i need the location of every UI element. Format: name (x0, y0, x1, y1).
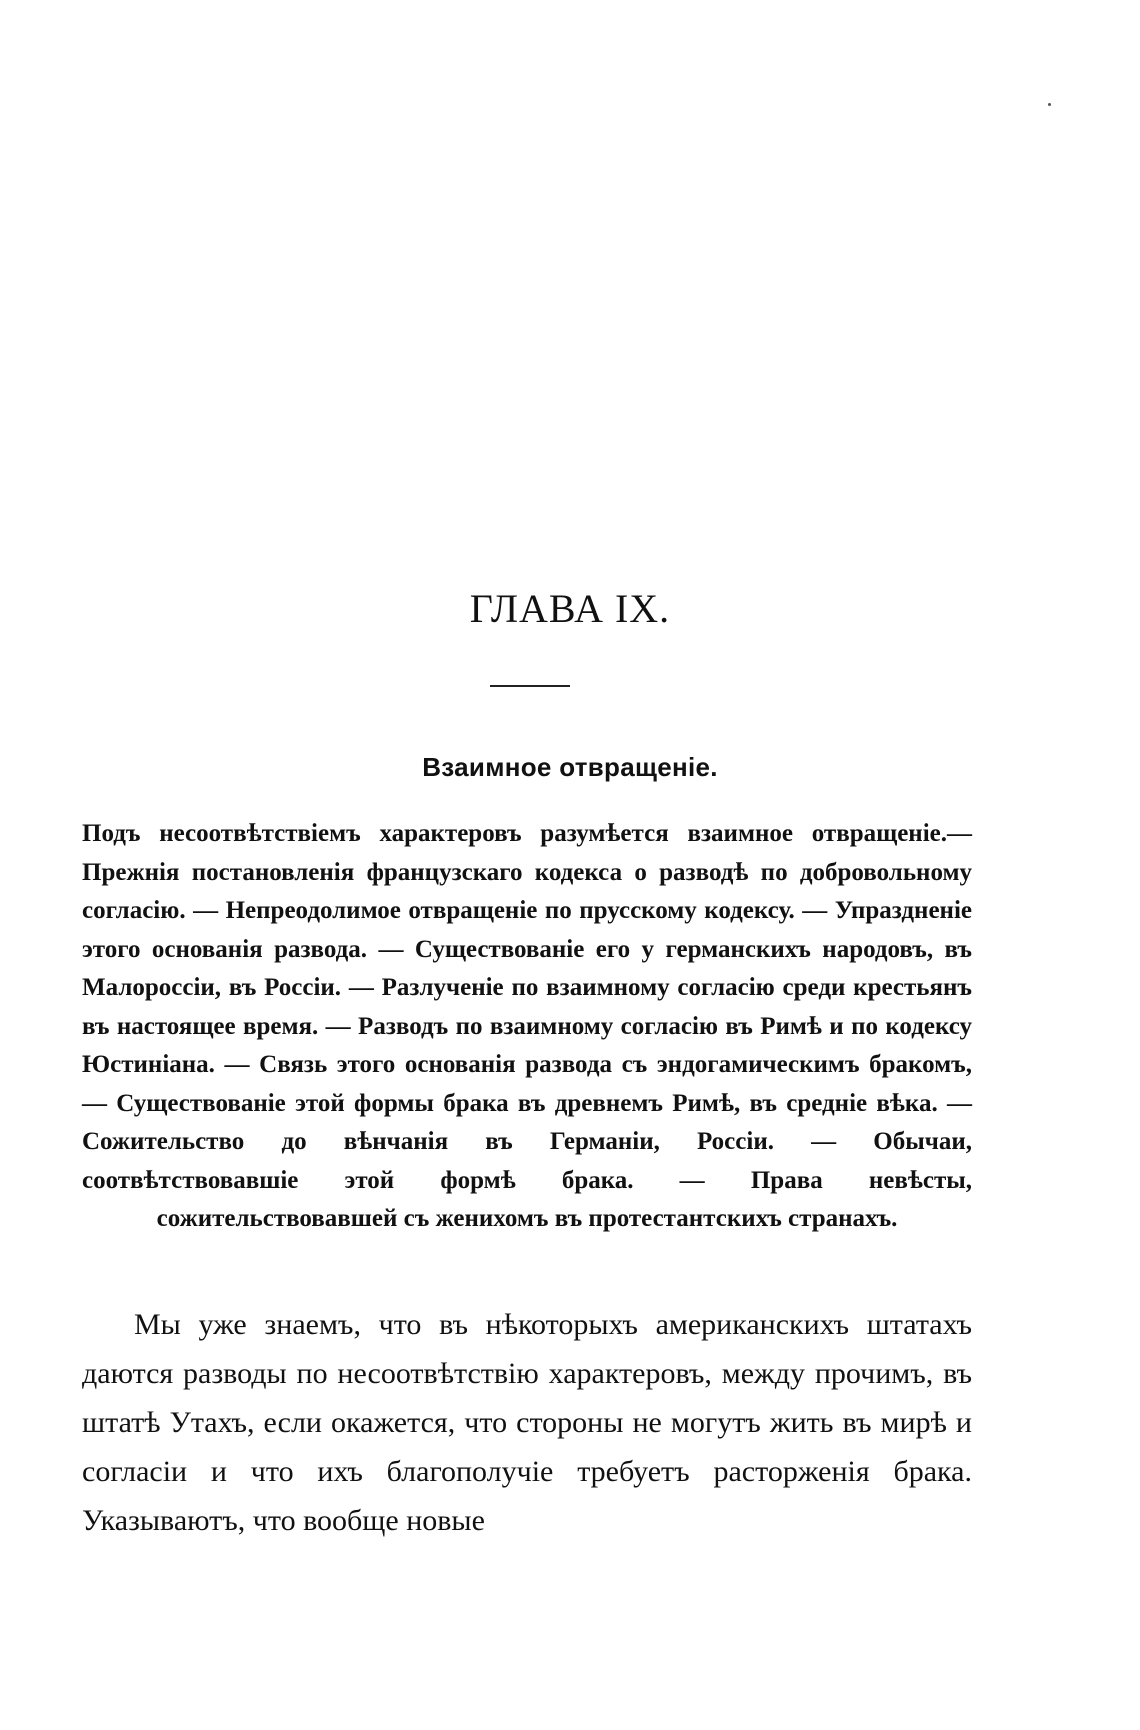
chapter-summary: Подъ несоотвѣтствіемъ характеровъ разумѣется взаимное отвращеніе.—Прежнія постановленія французскаго кодекса о разводѣ по добровольному согласію. — Непреодолимое отвращеніе по прусскому кодексу. — Упраздненіе этого основанія развода. — Существованіе его у германскихъ народовъ, въ Малороссіи, въ Россіи. — Разлученіе по взаимному согласію среди крестьянъ въ настоящее время. — Разводъ по взаимному согласію въ Римѣ и по кодексу Юстиніана. — Связь этого основанія развода съ эндогамическимъ бракомъ, — Существованіе этой формы брака въ древнемъ Римѣ, въ средніе вѣка. — Сожительство до вѣнчанія въ Германіи, Россіи. — Обычаи, соотвѣтствовавшіе этой формѣ брака. — Права невѣсты, сожительствовавшей съ женихомъ въ протестантскихъ странахъ. (82, 820, 972, 1232)
body-paragraph: Мы уже знаемъ, что въ нѣкоторыхъ американскихъ штатахъ даются разводы по несоотвѣтствію характеровъ, между прочимъ, въ штатѣ Утахъ, если окажется, что стороны не могутъ жить въ мирѣ и согласіи и что ихъ благополучіе требуетъ расторженія брака. Указываютъ, что вообще новые (82, 1308, 972, 1537)
scan-speck (1048, 103, 1051, 106)
section-title: Взаимное отвращеніе. (422, 752, 718, 782)
title-divider (490, 685, 570, 687)
chapter-title: ГЛАВА IX. (469, 586, 671, 631)
